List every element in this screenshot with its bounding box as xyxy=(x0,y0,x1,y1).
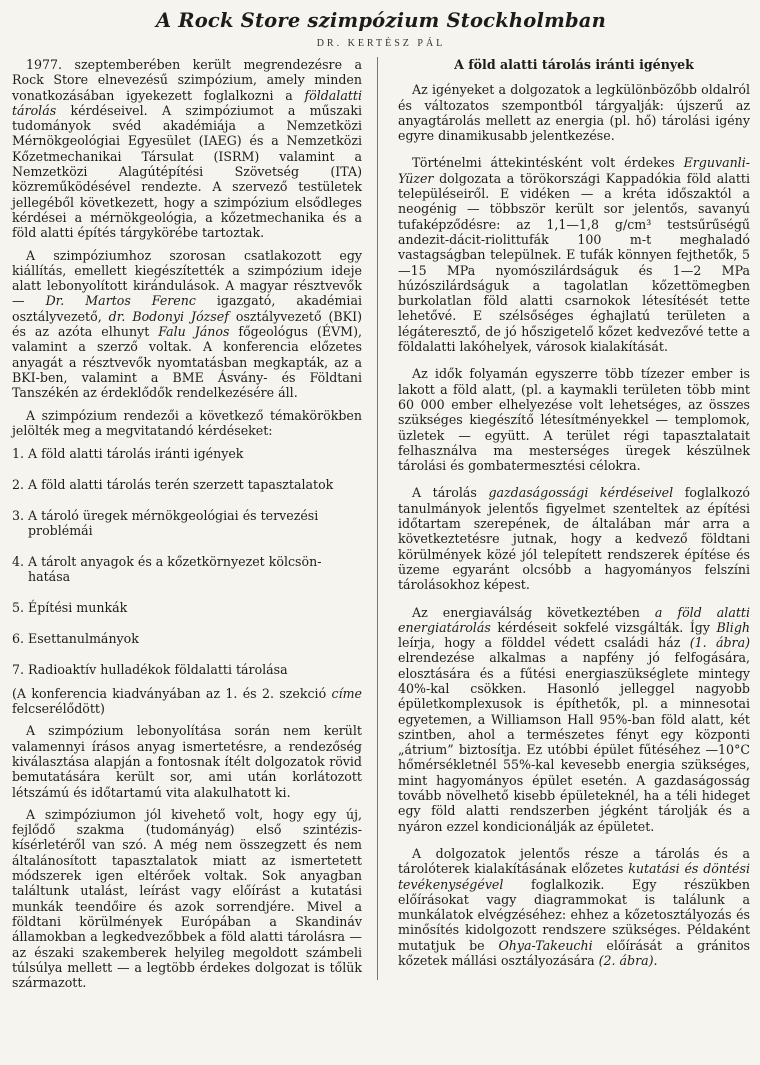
paragraph-demands: Az igényeket a dolgozatok a legkülönbözőbb oldalról és változatos szempontból tárgyalják: újszerű az anyagtárolás mellett az energia (pl. hő) tárolási igény egyre dinamikusabb jelentkezése. xyxy=(398,82,750,144)
article-columns xyxy=(12,57,750,997)
article-title: A Rock Store szimpózium Stockholmban xyxy=(155,9,607,32)
paragraph-energy-storage: Az energiaválság következtében a föld alatti energiatárolás kérdéseit sokfelé vizsgálták. Így Bligh leírja, hogy a földdel védett családi ház (1. ábra) elrendezése alkalmas a napfény jó felfogására, elosztására és a fűtési energiaszükséglete mintegy 40%-kal csökken. Hasonló jelleggel nagyobb épületkomplexusok is építhetők, pl. a minnesotai egyetemen, a Williamson Hall 95%-ban föld alatt, két szintben, ahol a természetes fényt egy központi „átrium” biztosítja. Ez utóbbi épület fűtéséhez —10°C hőmérsékletnél 55%-kal kevesebb energia szükséges, mint hagyományos épület esetén. A gazdaságosság tovább növelhető kisebb épületeknél, ha a téli hideget egy föld alatti rendszerben jégként tárolják és a nyáron ezzel kondicionálják az épületet. xyxy=(398,604,750,834)
paragraph-exhibition: A szimpóziumhoz szorosan csatlakozott egy kiállítás, emellett kiegészítették a szimpózium ideje alatt lebonyolított kirándulások. A magyar résztvevők — Dr. Martos Ferenc igazgató, akadémiai osztályvezető, dr. Bodonyi József osztályvezető (BKI) és az azóta elhunyt Falu János főgeológus (ÉVM), valamint a szerző voltak. A konferencia előzetes anyagát a résztvevők nyomtatásban megkapták, az a BKI-ben, valamint a BME Ásvány- és Földtani Tanszékén az érdeklődők rendelkezésére áll. xyxy=(12,247,362,401)
right-column xyxy=(377,57,750,980)
paragraph-underground-living: Az idők folyamán egyszerre több tízezer ember is lakott a föld alatt, (pl. a kaymakli területen több mint 60 000 ember elhelyezése volt lehetséges, az összes szükséges kiegészítő létesítményekkel — templomok, üzletek — együtt. A terület régi tapasztalatait felhasználva ma mesterséges üregek készülnek tárolási és gombatermesztési célokra. xyxy=(398,366,750,474)
topic-list xyxy=(12,446,362,677)
paragraph-economics: A tárolás gazdaságossági kérdéseivel foglalkozó tanulmányok jelentős figyelmet szenteltek az építési időtartam szerepének, de általában már arra a következtetésre jutnak, hogy a kedvező földtani körülmények közé jól telepített rendszerek építése és üzeme egyaránt olcsóbb a hagyományos felszíni tárolásokhoz képest. xyxy=(398,485,750,593)
section-title: A föld alatti tárolás iránti igények xyxy=(454,57,694,72)
paragraph-topics-intro: A szimpózium rendezői a következő témakörökben jelölték meg a megvitatandó kérdéseket: xyxy=(12,407,362,438)
paragraph-note: (A konferencia kiadványában az 1. és 2. szekció címe felcserélődött) xyxy=(12,685,362,717)
list-item: 5. Építési munkák xyxy=(12,599,128,615)
paragraph-research: A dolgozatok jelentős része a tárolás és a tárolóterek kialakításának előzetes kutatási és döntési tevékenységével foglalkozik. Egy részükben előírásokat vagy diagrammokat is találunk a munkálatok elvégzéséhez: ehhez a kőzetosztályozás és minősítés kidolgozott rendszere szükséges. Példaként mutatjuk be Ohya-Takeuchi előírását a gránitos kőzetek mállási osztályozására (2. ábra). xyxy=(398,845,750,969)
paragraph-synthesis: A szimpóziumon jól kivehető volt, hogy egy új, fejlődő szakma (tudományág) első szintézis-kísérletéről van szó. A még nem összegzett és nem általánosított tapasztalatok miatt az ismertetett módszerek igen eltérőek voltak. Sok anyagban találtunk utalást, leírást vagy előírást a kutatási munkák teendőire és azok sorrendjére. Mivel a földtani körülmények Európában a Skandináv államokban a legkedvezőbbek a föld alatti tárolásra — az északi szakemberek helyileg megoldott számbeli túlsúlya mellett — a legtöbb érdekes dolgozat is tőlük származott. xyxy=(12,806,362,991)
paragraph-intro: 1977. szeptemberében került megrendezésre a Rock Store elnevezésű szimpózium, amely minden vonatkozásában igyekezett foglalkozni a földalatti tárolás kérdéseivel. A szimpóziumot a műszaki tudományok svéd akadémiája a Nemzetközi Mérnökgeológiai Egyesület (IAEG) és a Nemzetközi Kőzetmechanikai Társulat (ISRM) valamint a Nemzetközi Alagútépítési Szövetség (ITA) közreműködésével rendezte. A szervező testületek jellegéből következett, hogy a szimpózium elsődleges kérdései a mérnökgeológia, a kőzetmechanika és a föld alatti építés tárgykörébe tartoztak. xyxy=(12,57,362,241)
paragraph-cappadocia: Történelmi áttekintésként volt érdekes Erguvanli-Yüzer dolgozata a törökországi Kappadókia föld alatti településeiről. E vidéken — a kréta időszaktól a neogénig — többször került sor jelentős, savanyú tufaképződésre: az 1,1—1,8 g/cm³ testsűrűségű andezit-dácit-riolittufák 100 m-t meghaladó vastagságban települnek. E tufák könnyen fejthetők, 5—15 MPa nyomószilárdságuk és 1—2 MPa húzószilárdságuk a tagolatlan kőzettömegben burkolatlan föld alatti csarnokok létesítését tette lehetővé. E szélsőséges éghajlatú területen a légáteresztő, de jó hőszigetelő kőzet kedvezővé tette a földalatti lakóhelyek, városok kialakítását. xyxy=(398,155,750,355)
list-item: 2. A föld alatti tárolás terén szerzett tapasztalatok xyxy=(12,476,334,492)
list-item: 7. Radioaktív hulladékok földalatti tárolása xyxy=(12,661,288,677)
list-item: 4. A tárolt anyagok és a kőzetkörnyezet kölcsön- hatása xyxy=(12,553,322,585)
list-item: 1. A föld alatti tárolás iránti igények xyxy=(12,446,244,462)
list-item: 3. A tároló üregek mérnökgeológiai és tervezési problémái xyxy=(12,507,319,539)
article-author: DR. KERTÉSZ PÁL xyxy=(316,38,446,49)
list-item: 6. Esettanulmányok xyxy=(12,630,139,646)
left-column xyxy=(12,57,362,997)
paragraph-proceedings: A szimpózium lebonyolítása során nem került valamennyi írásos anyag ismertetésre, a rendezőség kiválasztása alapján a fontosnak ítélt dolgozatok rövid bemutatására került sor, ami után korlátozott létszámú és időtartamú vita alakulhatott ki. xyxy=(12,723,362,800)
